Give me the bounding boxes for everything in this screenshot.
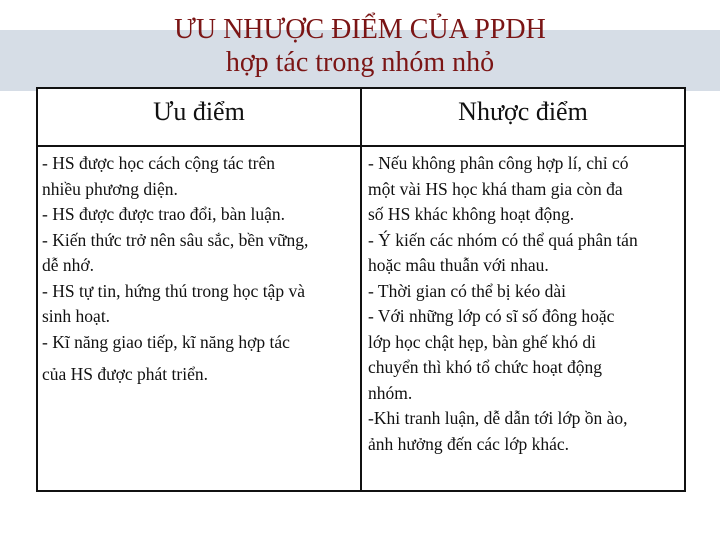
disadvantages-line: - Thời gian có thể bị kéo dài (368, 280, 566, 301)
advantages-line: dễ nhớ. (42, 255, 95, 275)
header-divider (38, 145, 684, 147)
disadvantages-line: -Khi tranh luận, dễ dẫn tới lớp ồn ào, (368, 408, 628, 428)
comparison-table (36, 87, 686, 492)
disadvantages-line: - Nếu không phân công hợp lí, chỉ có (368, 153, 629, 173)
slide-title (0, 13, 720, 79)
disadvantages-header: Nhược điểm (458, 97, 588, 126)
disadvantages-line: hoặc mâu thuẫn với nhau. (368, 255, 549, 275)
advantages-line: nhiều phương diện. (42, 178, 178, 199)
advantages-header: Ưu điểm (153, 97, 245, 126)
disadvantages-cell (368, 151, 680, 457)
advantages-line: của HS được phát triển. (42, 364, 208, 384)
title-line-1: ƯU NHƯỢC ĐIỂM CỦA PPDH (174, 14, 546, 45)
disadvantages-line: lớp học chật hẹp, bàn ghế khó di (368, 331, 596, 352)
advantages-line: - HS tự tin, hứng thú trong học tập và (42, 280, 305, 301)
disadvantages-line: số HS khác không hoạt động. (368, 204, 575, 224)
advantages-line: - Kĩ năng giao tiếp, kĩ năng hợp tác (42, 331, 290, 352)
advantages-line: sinh hoạt. (42, 306, 111, 326)
disadvantages-line: ảnh hưởng đến các lớp khác. (368, 433, 569, 454)
disadvantages-line: - Ý kiến các nhóm có thể quá phân tán (368, 229, 638, 250)
disadvantages-line: một vài HS học khá tham gia còn đa (368, 178, 623, 199)
advantages-line: - Kiến thức trở nên sâu sắc, bền vững, (42, 229, 309, 250)
advantages-cell (42, 151, 354, 388)
disadvantages-line: chuyển thì khó tổ chức hoạt động (368, 357, 603, 377)
title-line-2: hợp tác trong nhóm nhỏ (225, 47, 495, 78)
advantages-line: - HS được được trao đổi, bàn luận. (42, 204, 286, 224)
column-divider (360, 89, 362, 490)
disadvantages-line: nhóm. (368, 382, 413, 403)
disadvantages-line: - Với những lớp có sĩ số đông hoặc (368, 306, 615, 326)
advantages-line: - HS được học cách cộng tác trên (42, 153, 276, 173)
